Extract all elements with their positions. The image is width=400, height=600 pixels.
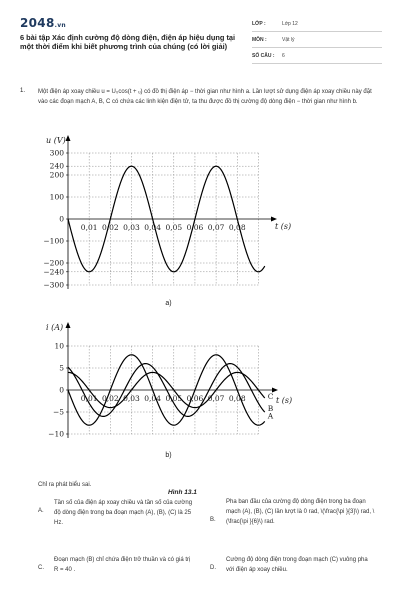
- option-letter: B.: [210, 517, 216, 523]
- option-a[interactable]: [38, 498, 194, 528]
- x-tick-label: 0,04: [144, 223, 161, 232]
- logo-main: 2048: [20, 16, 55, 30]
- y-tick-label: −200: [43, 258, 64, 268]
- meta-row-class: [252, 16, 382, 32]
- meta-label: SỐ CÂU :: [252, 52, 275, 59]
- meta-label: MÔN :: [252, 36, 267, 43]
- meta-info: [252, 16, 382, 64]
- panel-label: a): [165, 300, 172, 307]
- current-time-chart: [36, 320, 296, 488]
- option-b[interactable]: [210, 497, 376, 527]
- question-text: Một điện áp xoay chiều u = U₀cos(t + ᵤ) có đồ thị điện áp − thời gian như hình a. Lần lượt sử dụng điện áp xoay chiều này đặt vào các đoạn mạch A, B, C có chứa các linh kiện điện tử, ta thu được đồ thị cường độ dòng điện − thời gian như hình b.: [38, 89, 372, 105]
- panel-label: b): [165, 452, 172, 459]
- logo-suffix: .vn: [54, 22, 66, 29]
- question-prompt: Chỉ ra phát biểu sai.: [38, 482, 92, 488]
- y-tick-label: 200: [49, 170, 64, 180]
- meta-row-subject: [252, 32, 382, 48]
- y-axis-title: u (V): [46, 136, 66, 145]
- y-tick-label: −10: [48, 429, 64, 439]
- y-tick-label: −240: [43, 267, 64, 277]
- y-axis-arrow: [66, 322, 71, 328]
- meta-value: Lớp 12: [282, 20, 298, 27]
- x-tick-label: 0,03: [123, 394, 140, 403]
- series-label: B: [267, 404, 274, 414]
- y-tick-label: −100: [43, 236, 64, 246]
- y-tick-label: −300: [43, 280, 64, 290]
- y-tick-label: 5: [59, 363, 64, 373]
- y-axis-arrow: [66, 135, 71, 141]
- x-tick-label: 0,04: [144, 394, 161, 403]
- meta-value: 6: [282, 52, 285, 59]
- x-axis-title: t (s): [275, 222, 292, 231]
- x-tick-label: 0,02: [101, 223, 119, 232]
- option-text: Tần số của điện áp xoay chiều và tần số của cường độ dòng điện trong ba đoạn mạch (A), (B), (C) là 25 Hz.: [54, 500, 193, 526]
- question-number: 1.: [20, 88, 26, 94]
- y-tick-label: −5: [52, 407, 64, 417]
- option-letter: D.: [210, 565, 216, 571]
- x-tick-label: 0,02: [101, 394, 119, 403]
- meta-value: Vật lý: [282, 36, 295, 43]
- meta-row-count: [252, 48, 382, 64]
- option-text: Pha ban đầu của cường độ dòng điện trong ba đoạn mạch (A), (B), (C) lần lượt là 0 rad, \(\frac{\pi }{3}\) rad, \(\frac{\pi }{6}\) rad.: [226, 499, 375, 525]
- x-tick-label: 0,01: [80, 223, 98, 232]
- x-tick-label: 0,08: [228, 223, 246, 232]
- x-tick-label: 0,06: [186, 223, 204, 232]
- option-letter: C.: [38, 565, 44, 571]
- option-text: Cường độ dòng điện trong đoạn mạch (C) vuông pha với điện áp xoay chiều.: [226, 557, 368, 573]
- page-title: 6 bài tập Xác định cường độ dòng điện, điện áp hiệu dụng tại một thời điểm khi biết phương trình của chúng (có lời giải): [20, 33, 236, 52]
- series-label: A: [267, 411, 274, 421]
- y-tick-label: 10: [54, 341, 64, 351]
- x-tick-label: 0,08: [228, 394, 246, 403]
- figure-caption: Hình 13.1: [168, 489, 197, 496]
- x-tick-label: 0,01: [80, 394, 98, 403]
- x-tick-label: 0,06: [186, 394, 204, 403]
- y-tick-label: 0: [59, 214, 64, 224]
- y-tick-label: 100: [49, 192, 64, 202]
- y-axis-title: i (A): [46, 323, 64, 332]
- y-tick-label: 300: [49, 148, 64, 158]
- x-tick-label: 0,03: [123, 223, 140, 232]
- x-axis-title: t (s): [276, 396, 293, 405]
- voltage-time-chart: [36, 132, 296, 310]
- x-tick-label: 0,05: [165, 223, 183, 232]
- y-tick-label: 240: [49, 161, 64, 171]
- site-logo[interactable]: [20, 16, 66, 30]
- x-tick-label: 0,07: [207, 223, 225, 232]
- y-tick-label: 0: [59, 385, 64, 395]
- series-label: C: [267, 391, 274, 401]
- x-tick-label: 0,07: [207, 394, 225, 403]
- option-c[interactable]: [38, 555, 194, 575]
- option-letter: A.: [38, 508, 44, 514]
- option-d[interactable]: [210, 555, 376, 575]
- x-tick-label: 0,05: [165, 394, 183, 403]
- x-axis-arrow: [271, 217, 277, 222]
- meta-label: LỚP :: [252, 20, 266, 27]
- option-text: Đoạn mạch (B) chỉ chứa điện trở thuần và có giá trị R = 40 .: [54, 557, 191, 573]
